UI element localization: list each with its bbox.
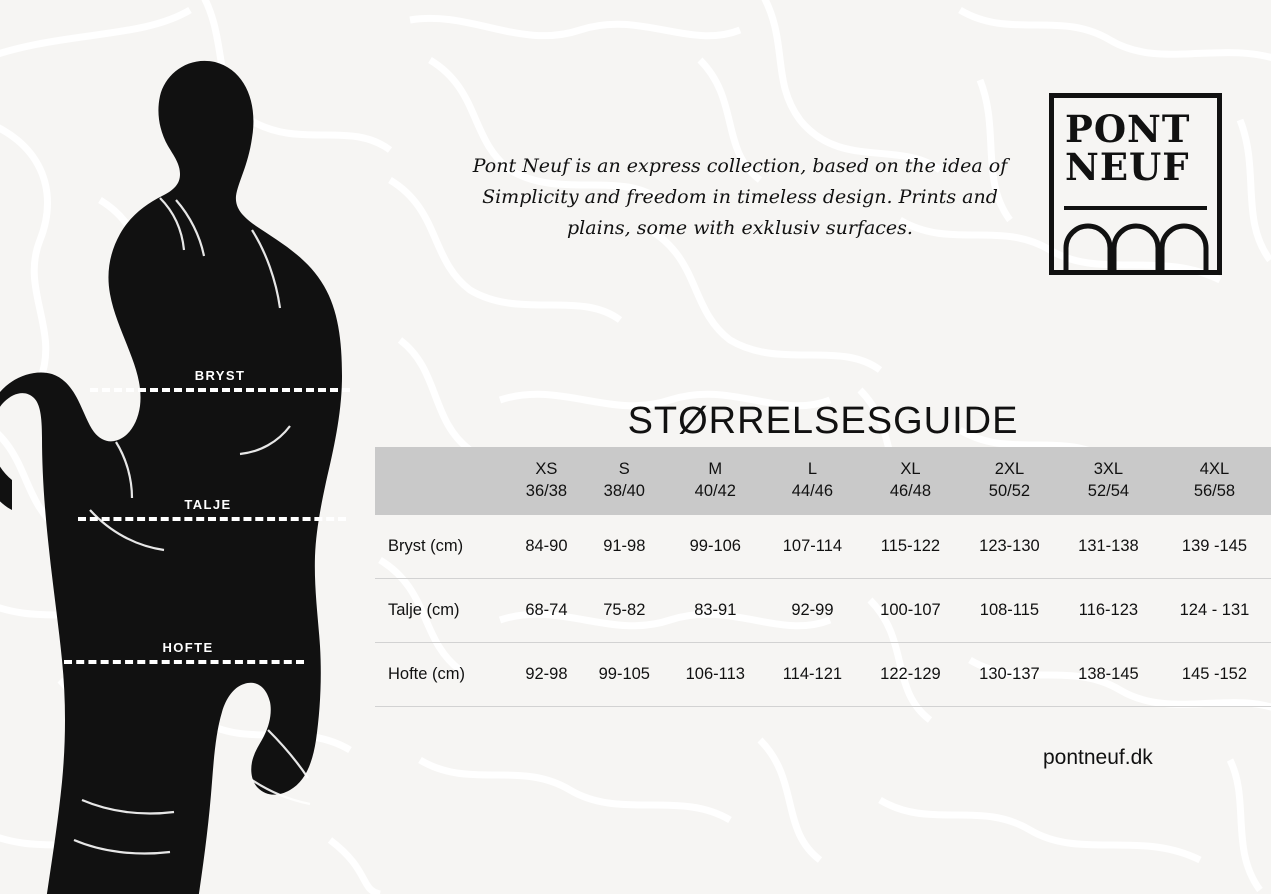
size-chart-table	[375, 447, 1271, 707]
column-header-4xl	[1158, 447, 1271, 515]
table-row	[375, 643, 1271, 707]
column-header-xl	[861, 447, 960, 515]
column-header-2xl	[960, 447, 1059, 515]
column-size-m: M	[708, 460, 723, 478]
column-header-3xl	[1059, 447, 1158, 515]
cell-bryst-3xl: 131-138	[1059, 515, 1158, 579]
cell-bryst-4xl: 139 -145	[1158, 515, 1271, 579]
row-label-talje: Talje (cm)	[375, 579, 511, 643]
measure-line-hofte	[38, 640, 338, 664]
column-size-l: L	[807, 460, 817, 478]
female-figure-silhouette	[0, 40, 410, 894]
table-corner-cell	[375, 447, 511, 515]
measure-line-bryst	[70, 368, 370, 392]
measure-label-hofte: HOFTE	[162, 640, 214, 655]
row-label-hofte: Hofte (cm)	[375, 643, 511, 707]
column-header-s	[582, 447, 667, 515]
column-numeric-m: 40/42	[694, 482, 736, 500]
cell-bryst-xs: 84-90	[511, 515, 582, 579]
cell-hofte-xs: 92-98	[511, 643, 582, 707]
row-label-bryst: Bryst (cm)	[375, 515, 511, 579]
column-size-s: S	[618, 460, 630, 478]
cell-bryst-l: 107-114	[764, 515, 861, 579]
intro-paragraph: Pont Neuf is an express collection, based on the idea of Simplicity and freedom in timeless design. Prints and plains, some with exklusiv surfaces.	[472, 155, 1008, 239]
column-numeric-3xl: 52/54	[1087, 482, 1130, 500]
cell-talje-4xl: 124 - 131	[1158, 579, 1271, 643]
column-numeric-2xl: 50/52	[988, 482, 1031, 500]
cell-talje-xl: 100-107	[861, 579, 960, 643]
cell-hofte-2xl: 130-137	[960, 643, 1059, 707]
page-title: STØRRELSESGUIDE	[627, 400, 1019, 443]
measure-dash-bryst	[90, 388, 350, 392]
column-numeric-s: 38/40	[603, 482, 645, 500]
column-header-xs	[511, 447, 582, 515]
table-row	[375, 515, 1271, 579]
cell-hofte-4xl: 145 -152	[1158, 643, 1271, 707]
measure-dash-hofte	[64, 660, 304, 664]
brand-logo	[1049, 93, 1222, 275]
column-size-xs: XS	[535, 460, 558, 478]
column-size-4xl: 4XL	[1199, 460, 1230, 478]
cell-talje-s: 75-82	[582, 579, 667, 643]
cell-bryst-m: 99-106	[667, 515, 764, 579]
measure-line-talje	[58, 497, 358, 521]
cell-hofte-3xl: 138-145	[1059, 643, 1158, 707]
cell-talje-m: 83-91	[667, 579, 764, 643]
website-link[interactable]: pontneuf.dk	[1043, 746, 1153, 769]
cell-bryst-xl: 115-122	[861, 515, 960, 579]
cell-hofte-xl: 122-129	[861, 643, 960, 707]
cell-talje-l: 92-99	[764, 579, 861, 643]
cell-hofte-s: 99-105	[582, 643, 667, 707]
column-header-m	[667, 447, 764, 515]
cell-bryst-s: 91-98	[582, 515, 667, 579]
column-size-3xl: 3XL	[1093, 460, 1124, 478]
cell-bryst-2xl: 123-130	[960, 515, 1059, 579]
column-size-xl: XL	[900, 460, 921, 478]
cell-hofte-m: 106-113	[667, 643, 764, 707]
cell-talje-2xl: 108-115	[960, 579, 1059, 643]
table-header-row	[375, 447, 1271, 515]
logo-bridge-arches-icon	[1062, 210, 1209, 270]
measure-dash-talje	[78, 517, 346, 521]
column-numeric-xs: 36/38	[525, 482, 568, 500]
logo-line-2: NEUF	[1065, 145, 1190, 189]
column-numeric-xl: 46/48	[889, 482, 932, 500]
column-numeric-4xl: 56/58	[1193, 482, 1236, 500]
cell-hofte-l: 114-121	[764, 643, 861, 707]
measure-label-talje: TALJE	[184, 497, 232, 512]
measure-label-bryst: BRYST	[194, 368, 246, 383]
column-header-l	[764, 447, 861, 515]
column-numeric-l: 44/46	[791, 482, 834, 500]
cell-talje-xs: 68-74	[511, 579, 582, 643]
column-size-2xl: 2XL	[994, 460, 1025, 478]
logo-line-1: PONT	[1065, 107, 1191, 151]
cell-talje-3xl: 116-123	[1059, 579, 1158, 643]
table-row	[375, 579, 1271, 643]
